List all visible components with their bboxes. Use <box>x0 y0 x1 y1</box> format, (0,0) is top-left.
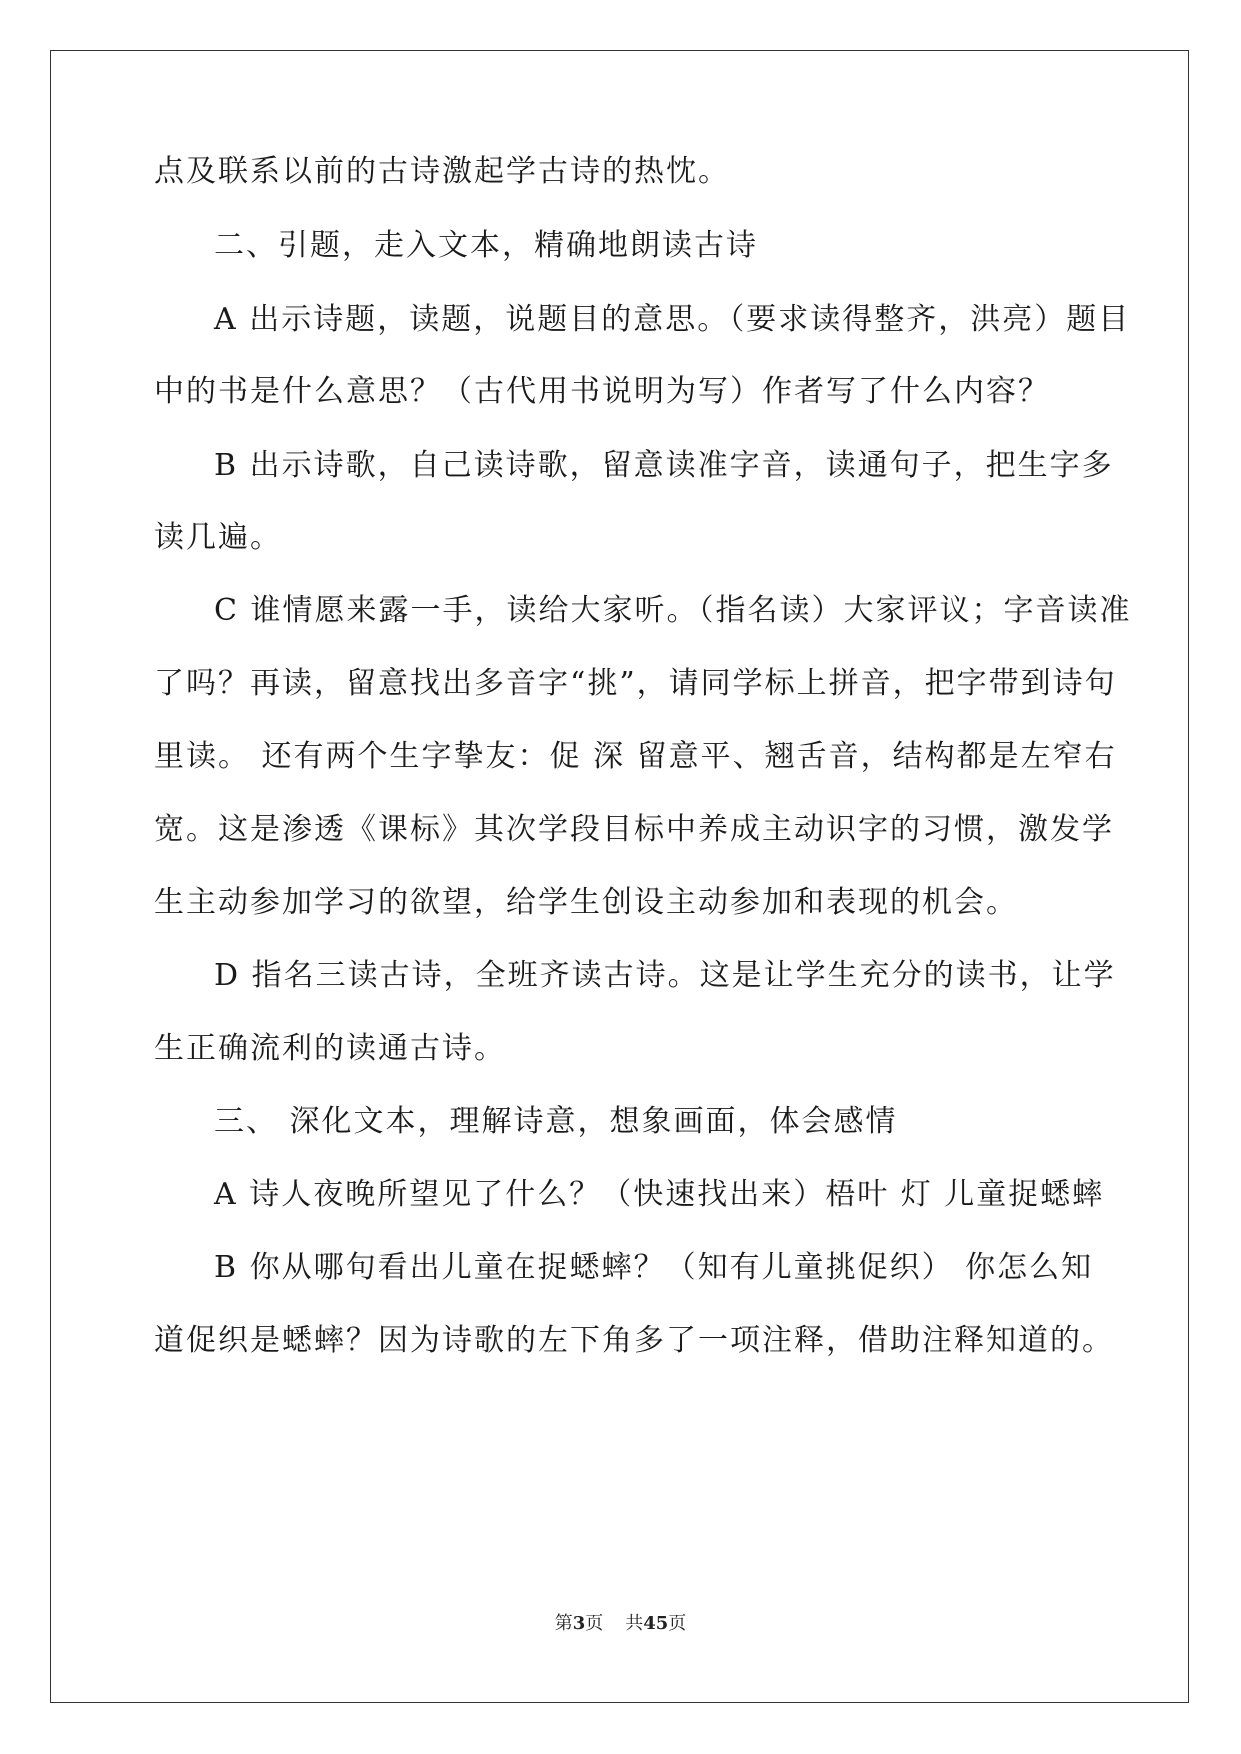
paragraph-line: B 出示诗歌，自己读诗歌，留意读准字音，读通句子，把生字多 <box>214 448 1114 483</box>
total-prefix: 共 <box>625 1613 644 1634</box>
paragraph-line: 中的书是什么意思？（古代用书说明为写）作者写了什么内容？ <box>154 374 1050 409</box>
page-suffix: 页 <box>585 1613 604 1634</box>
paragraph-line: A 出示诗题，读题，说题目的意思。（要求读得整齐，洪亮）题目 <box>214 302 1131 337</box>
page-prefix: 第 <box>554 1613 573 1634</box>
section-heading: 三、 深化文本，理解诗意，想象画面，体会感情 <box>214 1104 898 1139</box>
paragraph-line: A 诗人夜晚所望见了什么？（快速找出来）梧叶 灯 儿童捉蟋蟀 <box>214 1177 1105 1212</box>
section-heading: 二、引题，走入文本，精确地朗读古诗 <box>214 228 758 263</box>
paragraph-line: B 你从哪句看出儿童在捉蟋蟀？（知有儿童挑促织） 你怎么知 <box>214 1250 1094 1285</box>
paragraph-line: 生主动参加学习的欲望，给学生创设主动参加和表现的机会。 <box>154 885 1018 920</box>
paragraph-line: 里读。 还有两个生字挚友：促 深 留意平、翘舌音，结构都是左窄右 <box>154 739 1117 774</box>
page-number: 3 <box>572 1613 586 1634</box>
paragraph-line: 读几遍。 <box>154 520 282 555</box>
paragraph-line: C 谁情愿来露一手，读给大家听。（指名读）大家评议；字音读准 <box>214 593 1132 628</box>
paragraph-line: 了吗？再读，留意找出多音字“挑”，请同学标上拼音，把字带到诗句 <box>154 666 1117 701</box>
page-border <box>50 50 1189 1703</box>
paragraph-line: 点及联系以前的古诗激起学古诗的热忱。 <box>154 154 730 189</box>
paragraph-line: 生正确流利的读通古诗。 <box>154 1031 506 1066</box>
paragraph-line: 道促织是蟋蟀？因为诗歌的左下角多了一项注释，借助注释知道的。 <box>154 1323 1114 1358</box>
paragraph-line: D 指名三读古诗，全班齐读古诗。这是让学生充分的读书，让学 <box>214 958 1116 993</box>
total-pages: 45 <box>643 1613 669 1634</box>
page-footer <box>0 1612 1241 1636</box>
total-suffix: 页 <box>668 1613 687 1634</box>
paragraph-line: 宽。这是渗透《课标》其次学段目标中养成主动识字的习惯，激发学 <box>154 812 1114 847</box>
